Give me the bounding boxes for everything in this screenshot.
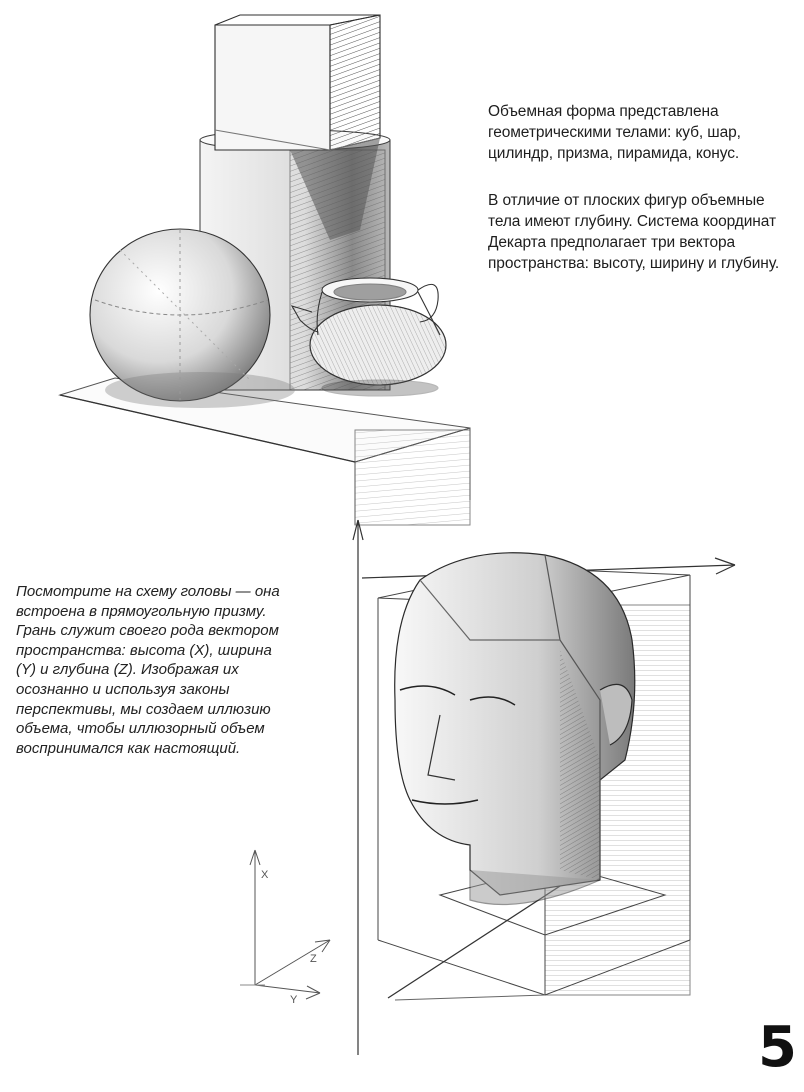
- axis-label-x: X: [261, 869, 269, 881]
- axis-label-y: Y: [290, 994, 298, 1006]
- head-scheme-caption: Посмотрите на схему головы — она встроена в прямоугольную призму. Грань служит своего рода вектором пространства: высота (X), ширина (Y) и глубина (Z). Изображая их осознанно и используя законы перспективы, мы создаем иллюзию объема, чтобы иллюзорный объем воспринимался как настоящий.: [16, 583, 280, 757]
- intro-paragraph-2-text: В отличие от плоских фигур объемные тела имеют глубину. Система координат Декарта предполагает три вектора пространства: высоту, ширину и глубину.: [488, 192, 780, 272]
- page-number: 5: [758, 1015, 797, 1080]
- coordinate-axes: [240, 850, 330, 999]
- axis-label-z: Z: [310, 953, 317, 965]
- intro-paragraph-1-text: Объемная форма представлена геометрическими телами: куб, шар, цилиндр, призма, пирамида, конус.: [488, 103, 741, 162]
- head-sculpture: [395, 553, 635, 905]
